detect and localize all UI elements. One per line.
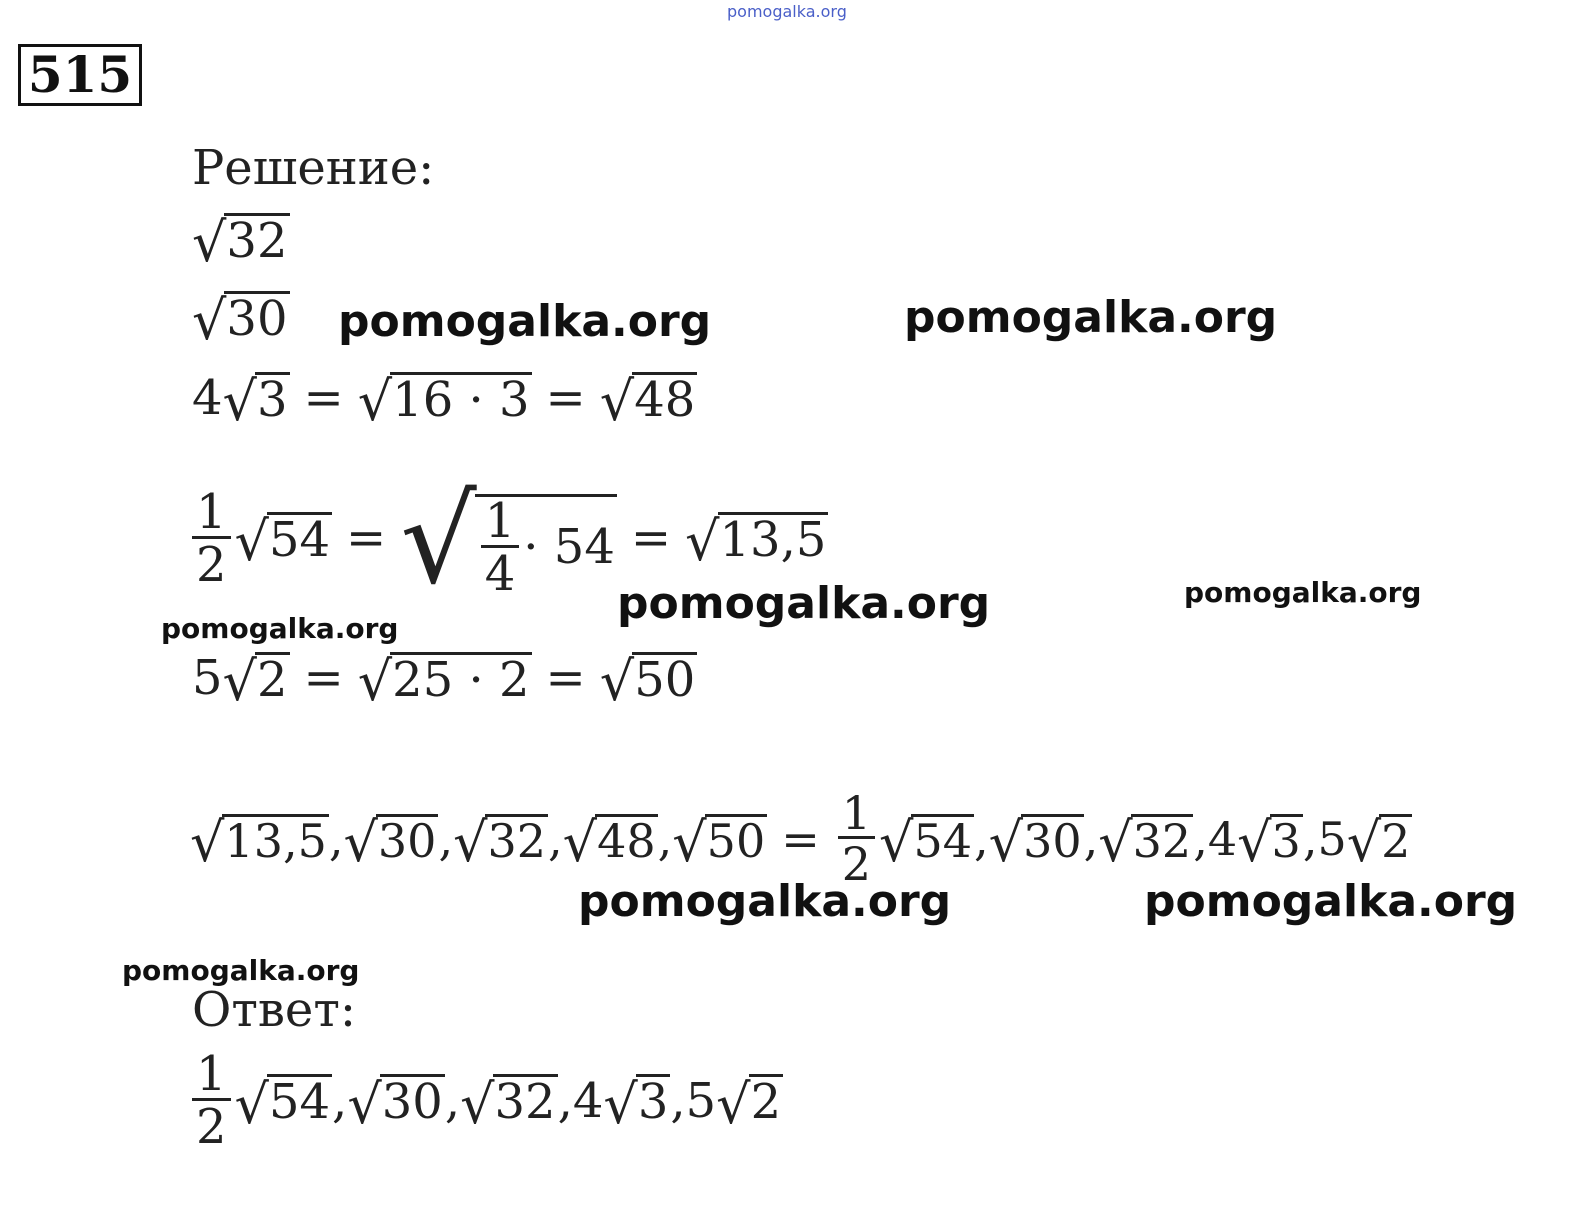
radical: √ 50 [672,810,766,874]
answer-heading: Ответ: [192,982,357,1038]
radical: √ $\frac{1}{4}$ · 54 [400,472,615,611]
radical: √ 32 [1098,810,1192,874]
radical: √ 2 [222,650,288,713]
line-sqrt30 [192,289,290,352]
radical: √ 3 [222,370,288,433]
radical: √ 30 [347,1072,443,1136]
watermark: pomogalka.org [1184,576,1422,609]
line-5sqrt2: 5 √ 2 = √ 25 · 2 = √ 50 [192,650,696,713]
radical: √ 54 [879,810,973,874]
radical: √ 30 [343,810,437,874]
radical: √ 2 [1346,810,1411,874]
watermark: pomogalka.org [161,612,399,645]
line-4sqrt3: 4 √ 3 = √ 16 · 3 = √ 48 [192,370,696,433]
fraction: $\frac{1}{2}$ [838,790,875,887]
line-sqrt32 [192,211,290,274]
radical: √ 25 · 2 [357,650,530,713]
watermark: pomogalka.org [904,292,1278,343]
radical: √ 30 [192,289,288,352]
radical: √ 3 [1237,810,1301,874]
watermark-top: pomogalka.org [727,2,847,21]
fraction: $\frac{1}{4}$ [481,497,520,598]
radical: √ 48 [562,810,656,874]
line-half-sqrt54: $\frac{1}{2}$ √ 54 = √ $\frac{1}{4}$ · 54 = √ 13,5 [188,478,828,598]
watermark: pomogalka.org [578,876,952,927]
watermark: pomogalka.org [122,954,360,987]
radical: √ 13,5 [685,510,827,573]
radical: √ 48 [599,370,696,433]
solution-heading: Решение: [192,140,435,196]
radical: √ 32 [453,810,547,874]
radical: √ 32 [460,1072,556,1136]
watermark: pomogalka.org [1144,876,1518,927]
answer-line: $\frac{1}{2}$ √ 54 , √ 30 , √ 32 , 4 √ 3 , 5 √ 2 [188,1050,783,1151]
watermark: pomogalka.org [617,578,991,629]
radical: √ 3 [603,1072,669,1136]
radical: √ 2 [716,1072,782,1136]
fraction: $\frac{1}{2}$ [192,1050,231,1151]
radical: √ 50 [599,650,696,713]
problem-number: 515 [18,44,142,106]
fraction: $\frac{1}{2}$ [192,488,231,589]
radical: √ 32 [192,211,288,274]
watermark: pomogalka.org [338,296,712,347]
radical: √ 16 · 3 [357,370,530,433]
radical: √ 54 [234,1072,331,1136]
radical: √ 13,5 [190,810,327,874]
radical: √ 30 [988,810,1082,874]
ordering-line: √ 13,5 , √ 30 , √ 32 , √ 48 , √ 50 = $\frac{1}{2}$ √ 54 , √ 30 , √ 32 , 4 √ 3 , 5 √ 2 [190,786,1411,891]
radical: √ 54 [234,510,331,573]
